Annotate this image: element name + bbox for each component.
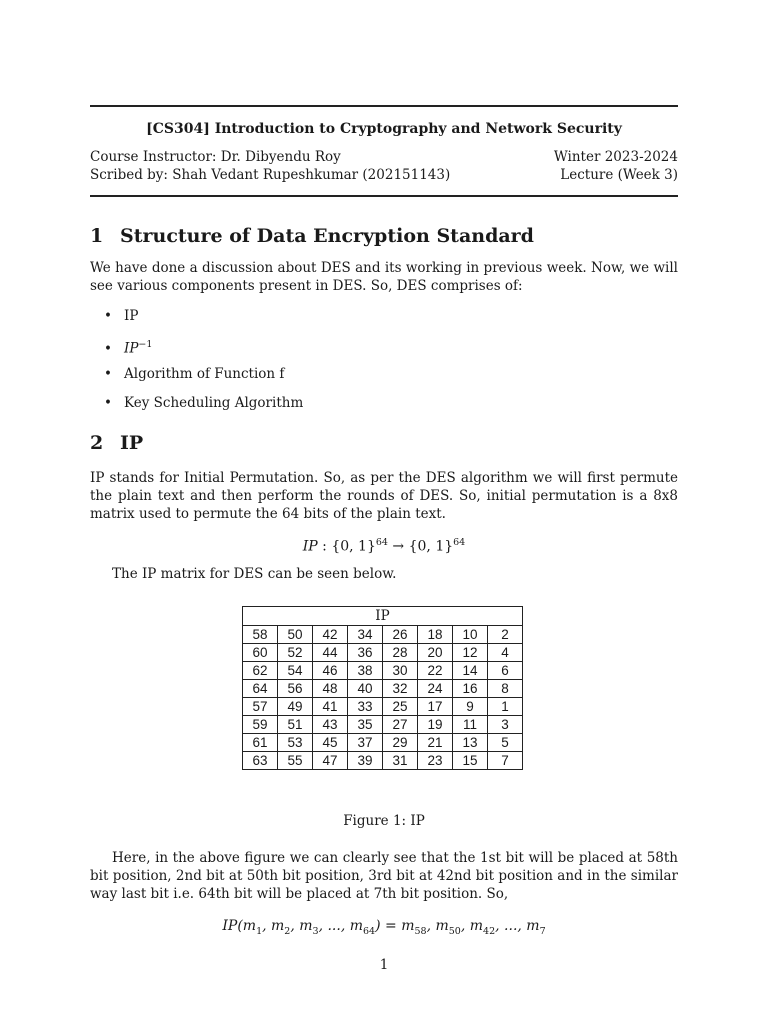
table-cell: 22 xyxy=(418,662,453,680)
table-cell: 41 xyxy=(313,698,348,716)
table-cell: 25 xyxy=(383,698,418,716)
table-cell: 28 xyxy=(383,644,418,662)
table-cell: 57 xyxy=(243,698,278,716)
table-cell: 61 xyxy=(243,734,278,752)
table-row xyxy=(243,734,523,752)
table-cell: 52 xyxy=(278,644,313,662)
table-cell: 40 xyxy=(348,680,383,698)
des-components-list xyxy=(104,307,303,423)
page-number: 1 xyxy=(379,957,389,973)
term-line: Winter 2023-2024 xyxy=(553,149,678,165)
table-cell: 60 xyxy=(243,644,278,662)
equation-text: $IP(m_1$, $m_2$, $m_3$, ..., $m_{64}) = m_{58}$, $m_{50}$, $m_{42}$, ..., $m_7$ xyxy=(222,918,546,937)
table-cell: 2 xyxy=(488,626,523,644)
section-number: 1 xyxy=(90,225,104,247)
section-title: Structure of Data Encryption Standard xyxy=(120,225,534,247)
table-header: IP xyxy=(243,607,523,626)
table-cell: 15 xyxy=(453,752,488,770)
section-1-heading xyxy=(90,225,534,247)
table-cell: 48 xyxy=(313,680,348,698)
table-cell: 30 xyxy=(383,662,418,680)
table-row xyxy=(243,644,523,662)
table-cell: 11 xyxy=(453,716,488,734)
bullet-icon: • xyxy=(104,366,112,382)
bottom-rule xyxy=(90,195,678,197)
table-cell: 6 xyxy=(488,662,523,680)
list-item: • IP xyxy=(104,308,139,324)
table-cell: 17 xyxy=(418,698,453,716)
table-row xyxy=(243,680,523,698)
table-cell: 7 xyxy=(488,752,523,770)
table-cell: 21 xyxy=(418,734,453,752)
ip-matrix-body xyxy=(243,626,523,770)
table-cell: 20 xyxy=(418,644,453,662)
bullet-icon: • xyxy=(104,340,112,357)
bullet-icon: • xyxy=(104,308,112,324)
table-cell: 56 xyxy=(278,680,313,698)
section-title: IP xyxy=(120,432,144,454)
table-cell: 36 xyxy=(348,644,383,662)
table-cell: 35 xyxy=(348,716,383,734)
table-cell: 38 xyxy=(348,662,383,680)
table-cell: 37 xyxy=(348,734,383,752)
table-cell: 4 xyxy=(488,644,523,662)
scribe-line: Scribed by: Shah Vedant Rupeshkumar (202151143) xyxy=(90,167,451,183)
section-2-paragraph-3: Here, in the above figure we can clearly see that the 1st bit will be placed at 58th bit position, 2nd bit at 50th bit position, 3rd bit at 42nd bit position and in the similar way last bit i.e. 64th bit will be placed at 7th bit position. So, xyxy=(90,850,678,902)
table-cell: 42 xyxy=(313,626,348,644)
section-2-paragraph-1: IP stands for Initial Permutation. So, as per the DES algorithm we will first permute the plain text and then perform the rounds of DES. So, initial permutation is a 8x8 matrix used to permute the 64 bits of the plain text. xyxy=(90,470,678,522)
document-page xyxy=(90,0,678,1024)
lecture-line: Lecture (Week 3) xyxy=(560,167,678,183)
table-row xyxy=(243,662,523,680)
table-cell: 55 xyxy=(278,752,313,770)
table-cell: 3 xyxy=(488,716,523,734)
table-cell: 10 xyxy=(453,626,488,644)
table-cell: 54 xyxy=(278,662,313,680)
section-2-paragraph-2: The IP matrix for DES can be seen below. xyxy=(112,566,397,582)
ip-matrix-table xyxy=(242,606,523,770)
table-cell: 45 xyxy=(313,734,348,752)
course-title: [CS304] Introduction to Cryptography and Network Security xyxy=(146,121,622,137)
table-cell: 29 xyxy=(383,734,418,752)
table-cell: 5 xyxy=(488,734,523,752)
table-cell: 47 xyxy=(313,752,348,770)
table-cell: 18 xyxy=(418,626,453,644)
table-cell: 13 xyxy=(453,734,488,752)
table-cell: 44 xyxy=(313,644,348,662)
section-1-intro: We have done a discussion about DES and its working in previous week. Now, we will see various components present in DES. So, DES comprises of: xyxy=(90,260,678,294)
table-cell: 9 xyxy=(453,698,488,716)
figure-caption: Figure 1: IP xyxy=(343,813,425,829)
table-cell: 39 xyxy=(348,752,383,770)
table-cell: 58 xyxy=(243,626,278,644)
table-cell: 62 xyxy=(243,662,278,680)
table-row xyxy=(243,752,523,770)
table-cell: 31 xyxy=(383,752,418,770)
table-cell: 27 xyxy=(383,716,418,734)
table-cell: 1 xyxy=(488,698,523,716)
section-2-heading xyxy=(90,432,143,454)
table-cell: 24 xyxy=(418,680,453,698)
table-cell: 43 xyxy=(313,716,348,734)
table-cell: 63 xyxy=(243,752,278,770)
table-cell: 23 xyxy=(418,752,453,770)
ip-output-equation xyxy=(90,918,678,937)
table-cell: 59 xyxy=(243,716,278,734)
table-cell: 26 xyxy=(383,626,418,644)
section-number: 2 xyxy=(90,432,104,454)
table-cell: 33 xyxy=(348,698,383,716)
instructor-line: Course Instructor: Dr. Dibyendu Roy xyxy=(90,149,341,165)
bullet-icon: • xyxy=(104,395,112,411)
table-row xyxy=(243,698,523,716)
table-cell: 8 xyxy=(488,680,523,698)
table-cell: 16 xyxy=(453,680,488,698)
table-cell: 12 xyxy=(453,644,488,662)
table-cell: 14 xyxy=(453,662,488,680)
table-cell: 51 xyxy=(278,716,313,734)
table-cell: 50 xyxy=(278,626,313,644)
table-cell: 34 xyxy=(348,626,383,644)
table-cell: 64 xyxy=(243,680,278,698)
table-cell: 32 xyxy=(383,680,418,698)
top-rule xyxy=(90,105,678,107)
table-cell: 46 xyxy=(313,662,348,680)
list-item: • $IP^{-1}$ xyxy=(104,339,153,357)
table-row xyxy=(243,626,523,644)
table-cell: 19 xyxy=(418,716,453,734)
table-cell: 53 xyxy=(278,734,313,752)
inverse-superscript: −1 xyxy=(138,339,153,350)
table-cell: 49 xyxy=(278,698,313,716)
table-row xyxy=(243,716,523,734)
list-item: • Algorithm of Function f xyxy=(104,366,285,382)
list-item: • Key Scheduling Algorithm xyxy=(104,395,304,411)
ip-mapping-equation: IP : {0, 1}$^{64}$ → {0, 1}$^{64}$ xyxy=(302,537,466,555)
